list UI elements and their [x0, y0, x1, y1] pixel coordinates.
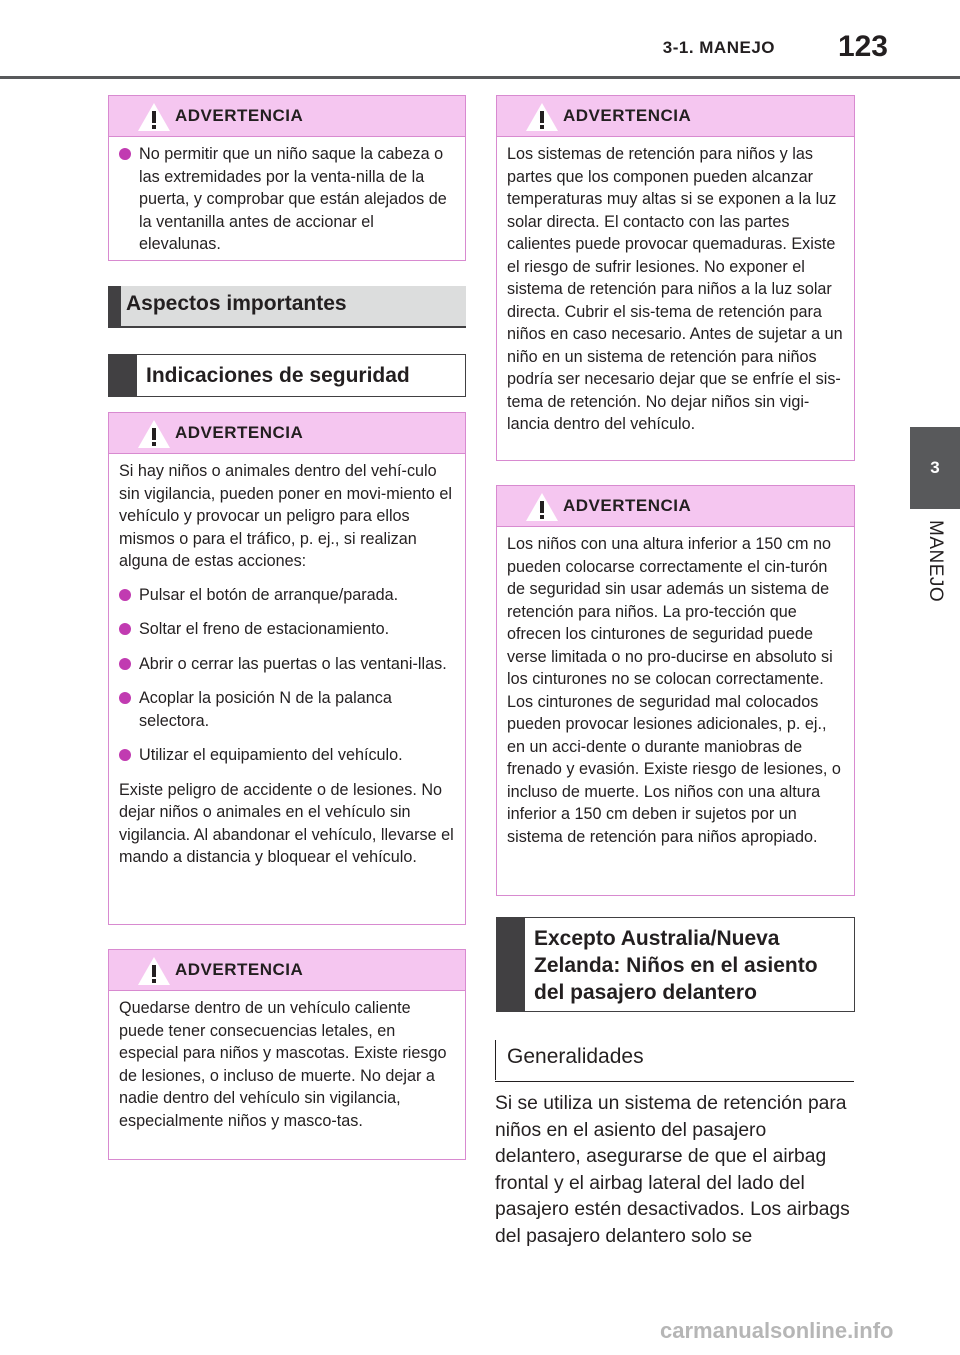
warning-icon	[525, 492, 559, 522]
warning-box-children-animals	[108, 412, 466, 925]
warning-icon	[137, 956, 171, 986]
body-paragraph: Si se utiliza un sistema de retención para niños en el asiento del pasajero delantero, asegurarse de que el airbag frontal y el airbag lateral del lado del pasajero estén desactivados. Los airbags del pasajero delantero solo se	[495, 1093, 850, 1247]
heading-rule	[108, 326, 466, 328]
list-item: Abrir o cerrar las puertas o las ventani-llas.	[119, 653, 455, 676]
bullet-icon	[119, 658, 131, 670]
warning-title: ADVERTENCIA	[175, 106, 304, 125]
warning-text: Los niños con una altura inferior a 150 cm no pueden colocarse correctamente el cin-turón de seguridad sin usar además un sistema de retención para niños. La pro-tección que ofrecen los cinturones de seguridad puede verse limitada o no pro-ducirse en absoluto si los cinturones no se colocan correctamente. Los cinturones de seguridad mal colocados pueden provocar lesiones adicionales, p. ej., en un acci-dente o durante maniobras de frenado y evasión. Existe riesgo de lesiones, o incluso de muerte. Los niños con una altura inferior a 150 cm deben ir sujetos por un sistema de retención para niños apropiado.	[507, 535, 841, 846]
subsection-heading-excepto	[496, 917, 855, 1012]
warning-header	[497, 486, 854, 527]
bullet-icon	[119, 692, 131, 704]
warning-box-hot-restraint	[496, 95, 855, 461]
warning-box-window	[108, 95, 466, 261]
section-heading-aspectos	[108, 286, 466, 328]
warning-title: ADVERTENCIA	[563, 106, 692, 125]
warning-box-height-150	[496, 485, 855, 896]
warning-box-hot-vehicle	[108, 949, 466, 1160]
warning-header	[109, 950, 465, 991]
warning-outro: Existe peligro de accidente o de lesiones. No dejar niños o animales en el vehículo sin vigilancia. Al abandonar el vehículo, llevarse el mando a distancia y bloquear el vehículo.	[119, 780, 454, 866]
warning-title: ADVERTENCIA	[563, 496, 692, 515]
subheading-rule-vertical	[495, 1040, 496, 1080]
warning-intro: Si hay niños o animales dentro del vehí-culo sin vigilancia, pueden poner en movi-miento el vehículo y provocar un peligro para ellos mismos o para el tráfico, p. ej., si realizan alguna de estas acciones:	[119, 462, 452, 570]
subheading-generalidades	[495, 1040, 854, 1082]
warning-text: Quedarse dentro de un vehículo caliente puede tener consecuencias letales, en especial para niños y mascotas. Existe riesgo de lesiones, o incluso de muerte. No dejar a nadie dentro del vehículo sin vigilancia, especialmente niños y masco-tas.	[119, 999, 447, 1130]
warning-title: ADVERTENCIA	[175, 423, 304, 442]
heading-text: Excepto Australia/Nueva Zelanda: Niños en el asiento del pasajero delantero	[534, 927, 818, 1004]
subheading-rule-horizontal	[495, 1081, 854, 1082]
bullet-icon	[119, 749, 131, 761]
bullet-icon	[119, 623, 131, 635]
warning-icon	[137, 102, 171, 132]
list-item: Acoplar la posición N de la palanca selectora.	[119, 687, 455, 732]
list-item: Pulsar el botón de arranque/parada.	[119, 584, 455, 607]
page-number: 123	[837, 30, 888, 63]
list-item: Soltar el freno de estacionamiento.	[119, 618, 455, 641]
chapter-label	[905, 520, 960, 660]
watermark: carmanualsonline.info	[660, 1318, 894, 1343]
warning-title: ADVERTENCIA	[175, 960, 304, 979]
subheading-text: Generalidades	[507, 1045, 644, 1068]
chapter-tab: 3	[910, 427, 960, 509]
warning-text: Los sistemas de retención para niños y las partes que los componen pueden alcanzar temperaturas muy altas si se exponen a la luz solar directa. El contacto con las partes calientes puede provocar quemaduras. Existe el riesgo de sufrir lesiones. No exponer el sistema de retención para niños a la luz solar directa. Cubrir el sis-tema de retención para niños en caso necesario. Antes de sujetar a un niño en un sistema de retención para niños podría ser necesario dejar que se enfríe el sis-tema de retención. No dejar niños sin vigi-lancia dentro del vehículo.	[507, 145, 843, 433]
heading-bar	[497, 918, 525, 1011]
warning-icon	[137, 419, 171, 449]
list-item: Utilizar el equipamiento del vehículo.	[119, 744, 455, 767]
warning-icon	[525, 102, 559, 132]
warning-header	[109, 413, 465, 454]
subsection-heading-indicaciones	[108, 354, 466, 397]
heading-bar	[108, 286, 121, 328]
chapter-label-text: MANEJO	[925, 520, 946, 603]
warning-header	[109, 96, 465, 137]
bullet-icon	[119, 148, 131, 160]
warning-header	[497, 96, 854, 137]
header-rule	[0, 76, 960, 79]
heading-text: Aspectos importantes	[126, 292, 347, 315]
list-item: No permitir que un niño saque la cabeza o las extremidades por la venta-nilla de la puerta, y comprobar que están alejados de la ventanilla antes de accionar el elevalunas.	[119, 143, 455, 256]
section-title: 3-1. MANEJO	[662, 38, 775, 57]
heading-bar	[109, 355, 137, 396]
heading-text: Indicaciones de seguridad	[146, 364, 410, 387]
bullet-icon	[119, 589, 131, 601]
